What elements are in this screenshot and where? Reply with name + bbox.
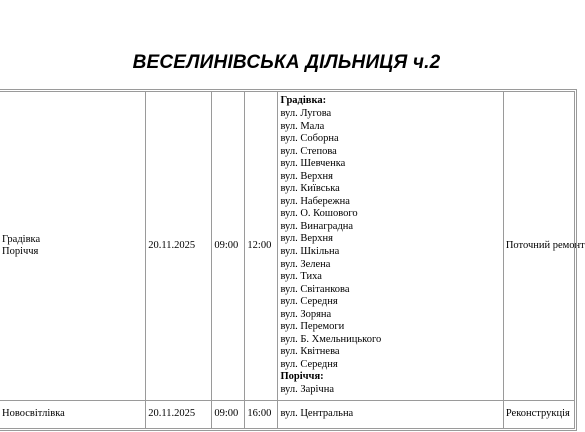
street-item: вул. Шкільна: [280, 246, 340, 257]
outage-schedule-table: [0, 91, 585, 429]
page-title: ВЕСЕЛИНІВСЬКА ДІЛЬНИЦЯ ч.2: [132, 52, 441, 73]
locations-cell: [0, 401, 146, 429]
street-item: вул. Шевченка: [280, 158, 346, 170]
street-item: вул. Б. Хмельницького: [280, 333, 382, 345]
work-type-cell: Реконструкція: [503, 401, 574, 429]
street-item: вул. Верхня: [280, 233, 333, 245]
street-item: вул. Зоряна: [280, 308, 332, 320]
date-cell: 20.11.2025: [146, 401, 212, 429]
street-item: вул. Набережна: [280, 195, 350, 207]
street-item: вул. Степова: [280, 145, 337, 157]
time-to-cell: 12:00: [245, 92, 278, 401]
street-item: вул. Зелена: [280, 258, 331, 270]
locations-cell: [0, 92, 146, 401]
location-name: Новосвітлівка: [2, 408, 65, 420]
street-item: вул. Соборна: [280, 133, 339, 145]
location-name: Поріччя: [2, 246, 39, 257]
village-heading: Поріччя:: [280, 371, 324, 383]
street-item: вул. Середня: [280, 296, 338, 308]
streets-cell: вул. Центральна: [278, 401, 503, 429]
location-name: Градівка: [2, 233, 41, 245]
date-cell: 20.11.2025: [146, 92, 212, 401]
table-row: [0, 92, 575, 401]
time-from-cell: 09:00: [212, 401, 245, 429]
street-item: вул. Середня: [280, 358, 338, 370]
village-heading: Градівка:: [280, 95, 327, 107]
time-from-cell: 09:00: [212, 92, 245, 401]
street-item: вул. Зарічна: [280, 384, 334, 396]
streets-list: [280, 95, 500, 396]
street-item: вул. Київська: [280, 183, 340, 195]
street-item: вул. О. Кошового: [280, 208, 358, 220]
street-item: вул. Квітнева: [280, 346, 340, 358]
street-item: вул. Перемоги: [280, 321, 345, 333]
street-item: вул. Винаградна: [280, 220, 354, 232]
streets-cell: [278, 92, 503, 401]
table-row: [0, 401, 575, 429]
street-item: вул. Мала: [280, 120, 325, 132]
work-type-cell: Поточний ремонт: [503, 92, 574, 401]
street-item: вул. Верхня: [280, 170, 333, 182]
street-item: вул. Лугова: [280, 107, 332, 119]
street-item: вул. Тиха: [280, 271, 322, 283]
time-to-cell: 16:00: [245, 401, 278, 429]
street-item: вул. Світанкова: [280, 283, 350, 295]
